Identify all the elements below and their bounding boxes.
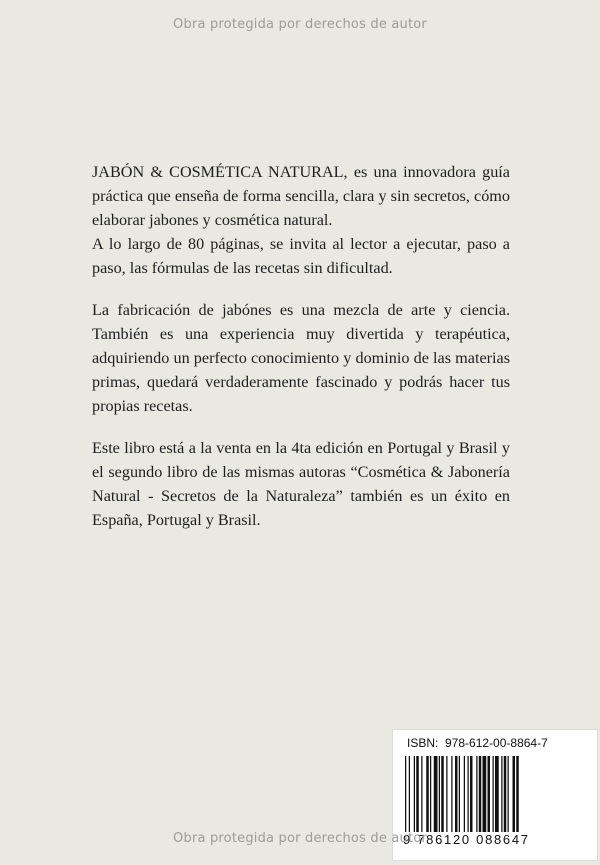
- barcode-bar: [414, 756, 415, 838]
- barcode-bar: [470, 756, 473, 838]
- blurb-paragraph-2: A lo largo de 80 páginas, se invita al lector a ejecutar, paso a paso, las fórmulas de las recetas sin dificultad.: [92, 235, 510, 277]
- barcode-bar: [483, 756, 487, 838]
- blurb-paragraph-1: JABÓN & COSMÉTICA NATURAL, es una innovadora guía práctica que enseña de forma sencilla, clara y sin secretos, cómo elaborar jabones y cosmética natural.: [92, 163, 510, 229]
- blurb-paragraph-3: La fabricación de jabónes es una mezcla de arte y ciencia. También es una experiencia muy divertida y terapéutica, adquiriendo un perfecto conocimiento y dominio de las materias primas, quedará verdaderamente fascinado y podrás hacer tus propias recetas.: [92, 301, 510, 415]
- barcode-graphic: [405, 756, 585, 838]
- barcode-bar: [464, 756, 465, 838]
- barcode-bar: [455, 756, 458, 838]
- barcode-bar: [476, 756, 477, 838]
- blurb-soapmaking: [92, 298, 510, 418]
- barcode-bar: [488, 756, 491, 838]
- barcode-bar: [441, 756, 444, 838]
- blurb-paragraph-4: Este libro está a la venta en la 4ta edición en Portugal y Brasil y el segundo libro de las mismas autoras “Cosmética & Jabonería Natural - Secretos de la Naturaleza” también es un éxito en España, Portugal y Brasil.: [92, 439, 510, 529]
- barcode-bar: [434, 756, 438, 838]
- barcode-bar: [508, 756, 509, 838]
- isbn-number: ISBN: 978-612-00-8864-7: [407, 736, 548, 750]
- barcode-bar: [446, 756, 447, 838]
- barcode-bar: [495, 756, 499, 838]
- barcode-bar: [468, 756, 469, 838]
- barcode-bar: [421, 756, 422, 838]
- blurb-intro: [92, 160, 510, 280]
- blurb-sales: [92, 436, 510, 532]
- barcode-bar: [426, 756, 429, 838]
- barcode-bar: [501, 756, 502, 838]
- barcode-bar: [493, 756, 494, 838]
- barcode-bar: [416, 756, 419, 838]
- barcode-bar: [516, 756, 519, 838]
- barcode-bar: [405, 756, 406, 838]
- barcode-bar: [504, 756, 507, 838]
- barcode-bar: [459, 756, 460, 838]
- barcode-bar: [439, 756, 440, 838]
- barcode-bar: [451, 756, 452, 838]
- barcode-bar: [430, 756, 431, 838]
- copyright-watermark-top: Obra protegida por derechos de autor: [173, 17, 427, 32]
- copyright-watermark-bottom: Obra protegida por derechos de autor: [173, 831, 427, 846]
- barcode-bar: [479, 756, 482, 838]
- barcode-bar: [409, 756, 410, 838]
- barcode-bar: [513, 756, 516, 838]
- barcode-digits: 9 786120 088647: [403, 832, 530, 847]
